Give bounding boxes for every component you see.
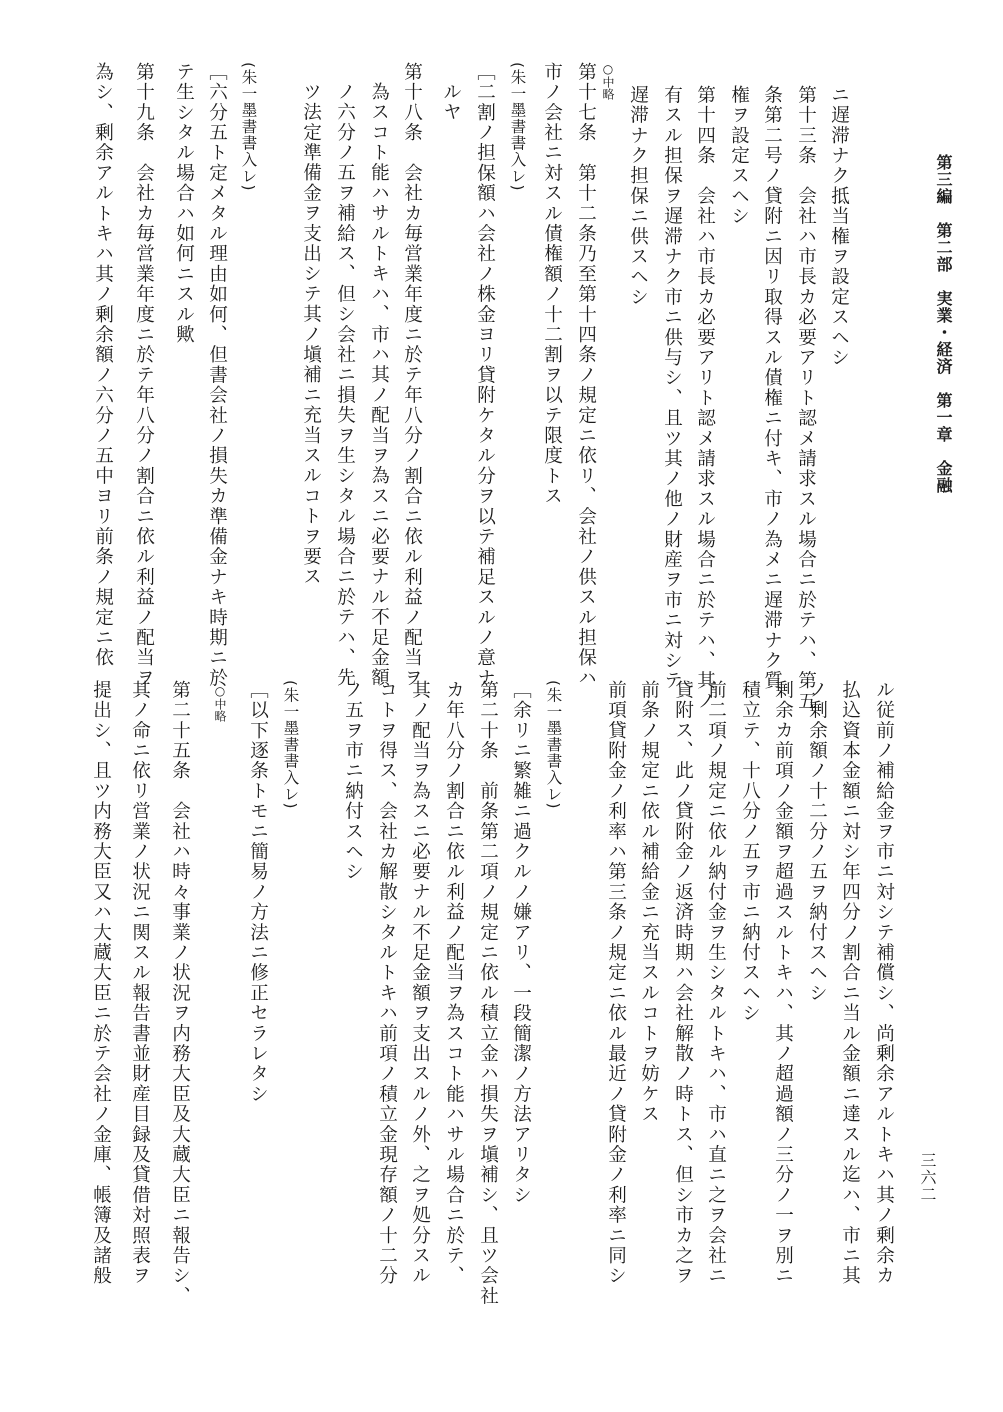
article-20-line-1: 第二十条 前条第二項ノ規定ニ依ル積立金ハ損失ヲ塡補シ、且ツ会社: [477, 680, 499, 1307]
article-13-line-3: 権ヲ設定スヘシ: [728, 85, 750, 227]
annotation-label: (朱一墨書書入レ): [281, 680, 300, 810]
article-13-line-1: 第十三条 会社ハ市長カ必要アリト認メ請求スル場合ニ於テハ、第五: [795, 85, 817, 712]
article-19-line-2: 為シ、剰余アルトキハ其ノ剰余額ノ六分ノ五中ヨリ前条ノ規定ニ依: [92, 62, 114, 668]
article-18-line-1: 第十八条 会社カ毎営業年度ニ於テ年八分ノ割合ニ依ル利益ノ配当ヲ: [401, 62, 423, 689]
article-19-line-9: 貸附ス、此ノ貸附金ノ返済時期ハ会社解散ノ時トス、但シ市カ之ヲ: [672, 680, 694, 1286]
article-14-line-1: 第十四条 会社ハ市長カ必要アリト認メ請求スル場合ニ於テハ、其ノ: [694, 85, 716, 712]
annotation-label: (朱一墨書書入レ): [544, 680, 563, 810]
article-18-line-2: 為スコト能ハサルトキハ、市ハ其ノ配当ヲ為スニ必要ナル不足金額: [368, 82, 390, 688]
article-18-line-4: ツ法定準備金ヲ支出シテ其ノ塡補ニ充当スルコトヲ要ス: [300, 82, 322, 587]
article-19-line-1: 第十九条 会社カ毎営業年度ニ於テ年八分ノ割合ニ依ル利益ノ配当ヲ: [133, 62, 155, 689]
article-20-line-4: コトヲ得ス、会社カ解散シタルトキハ前項ノ積立金現存額ノ十二分: [376, 680, 398, 1286]
article-17-line-1: 第十七条 第十二条乃至第十四条ノ規定ニ依リ、会社ノ供スル担保ハ: [575, 62, 597, 689]
article-14-line-2: 有スル担保ヲ遅滞ナク市ニ供与シ、且ツ其ノ他ノ財産ヲ市ニ対シテ: [661, 85, 683, 691]
article-20-line-3: 其ノ配当ヲ為スニ必要ナル不足金額ヲ支出スルノ外、之ヲ処分スル: [409, 680, 431, 1286]
annotation-18-line-1: ［六分五ト定メタル理由如何、但書会社ノ損失カ準備金ナキ時期ニ於: [206, 62, 228, 689]
article-25-line-1: 第二十五条 会社ハ時々事業ノ状況ヲ内務大臣及大蔵大臣ニ報告シ、: [169, 680, 191, 1307]
article-13-line-2: 条第二号ノ貸附ニ因リ取得スル債権ニ付キ、市ノ為メニ遅滞ナク質: [761, 85, 783, 691]
article-19-line-8: 前二項ノ規定ニ依ル納付金ヲ生シタルトキハ、市ハ直ニ之ヲ会社ニ: [705, 680, 727, 1286]
annotation-17-line-2: ルヤ: [440, 82, 462, 123]
annotation-19-line-1: ［余リニ繁雑ニ過クルノ嫌アリ、一段簡潔ノ方法アリタシ: [510, 680, 532, 1206]
article-17-line-2: 市ノ会社ニ対スル債権額ノ十二割ヲ以テ限度トス: [541, 62, 563, 507]
article-19-line-11: 前項貸附金ノ利率ハ第三条ノ規定ニ依ル最近ノ貸附金ノ利率ニ同シ: [605, 680, 627, 1286]
article-25-line-2: 其ノ命ニ依リ営業ノ状況ニ関スル報告書並財産目録及貸借対照表ヲ: [129, 680, 151, 1286]
article-19-line-6: 剰余カ前項ノ金額ヲ超過スルトキハ、其ノ超過額ノ三分ノ一ヲ別ニ: [772, 680, 794, 1286]
annotation-17-line-1: ［二割ノ担保額ハ会社ノ株金ヨリ貸附ケタル分ヲ以テ補足スルノ意ナ: [474, 62, 496, 689]
omission-mark: ○中略: [213, 684, 227, 722]
article-19-line-10: 前条ノ規定ニ依ル補給金ニ充当スルコトヲ妨ケス: [638, 680, 660, 1125]
article-19-line-7: 積立テ、十八分ノ五ヲ市ニ納付スヘシ: [739, 680, 761, 1024]
article-20-line-2: カ年八分ノ割合ニ依ル利益ノ配当ヲ為スコト能ハサル場合ニ於テ、: [443, 680, 465, 1286]
omission-mark: ○中略: [601, 62, 615, 100]
upper-line-1: ニ遅滞ナク抵当権ヲ設定スヘシ: [828, 85, 850, 368]
article-18-line-3: ノ六分ノ五ヲ補給ス、但シ会社ニ損失ヲ生シタル場合ニ於テハ、先: [334, 82, 356, 688]
page-number: 三六二: [918, 1152, 937, 1203]
article-19-line-4: 払込資本金額ニ対シ年四分ノ割合ニ当ル金額ニ達スル迄ハ、市ニ其: [839, 680, 861, 1286]
article-19-line-5: ノ剰余額ノ十二分ノ五ヲ納付スヘシ: [806, 680, 828, 1004]
article-20-line-5: ノ五ヲ市ニ納付スヘシ: [342, 680, 364, 882]
article-19-line-3: ル従前ノ補給金ヲ市ニ対シテ補償シ、尚剰余アルトキハ其ノ剰余カ: [873, 680, 895, 1286]
article-14-line-3: 遅滞ナク担保ニ供スヘシ: [627, 85, 649, 308]
article-25-line-3: 提出シ、且ツ内務大臣又ハ大蔵大臣ニ於テ会社ノ金庫、帳簿及諸般: [90, 680, 112, 1286]
annotation-18-line-2: テ生シタル場合ハ如何ニスル歟: [173, 62, 195, 345]
annotation-label: (朱一墨書書入レ): [239, 62, 258, 192]
running-title: 第三編 第二部 実業・経済 第一章 金融: [934, 154, 953, 494]
annotation-20-line-1: ［以下逐条トモニ簡易ノ方法ニ修正セラレタシ: [247, 680, 269, 1105]
annotation-label: (朱一墨書書入レ): [508, 62, 527, 192]
